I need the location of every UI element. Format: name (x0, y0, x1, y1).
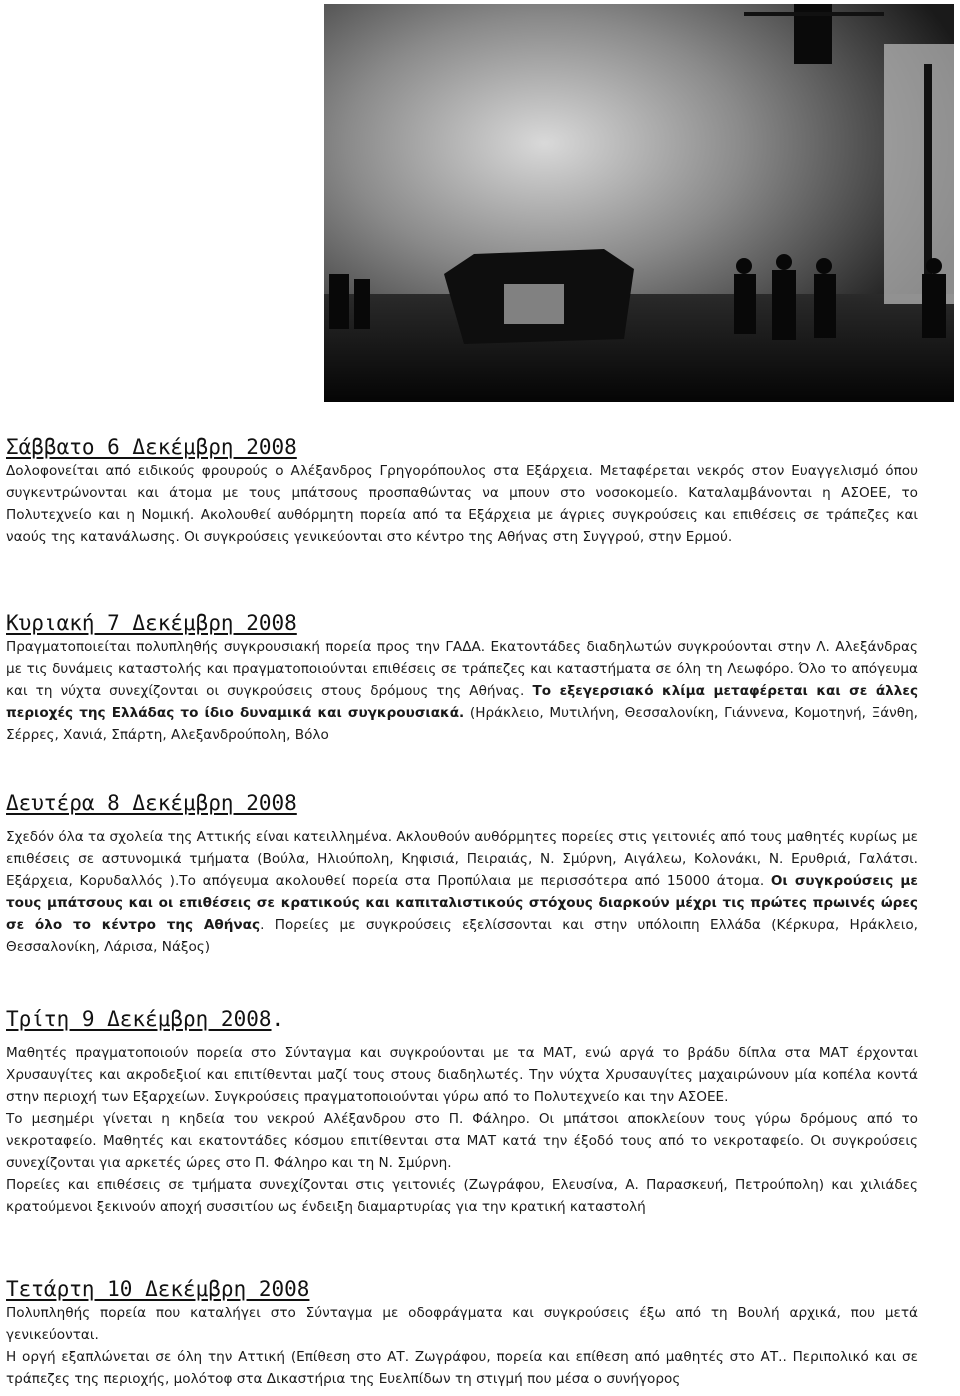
bold-text-run: Το εξεγερσιακό κλίμα μεταφέρεται και σε άλλες περιοχές της Ελλάδας το ίδιο δυναμικά και συγκρουσιακά. (6, 683, 919, 721)
section-body (6, 636, 918, 746)
text-run: Μαθητές πραγματοποιούν πορεία στο Σύνταγμα και συγκρούονται με τα ΜΑΤ, ενώ αργά το βράδυ δίπλα στα ΜΑΤ έρχονται Χρυσαυγίτες και ακροδεξιοί και επιτίθενται μαζί τους στους διαδηλωτές. Την νύχτα Χρυσαυγίτες μαχαιρώνουν μία κοπέλα κοντά στην περιοχή των Εξαρχείων. Συγκρούσεις πραγματοποιούνται γύρω από το Πολυτεχνείο και την ΑΣΟΕΕ. (6, 1045, 918, 1105)
riot-street-photo-icon (324, 4, 954, 402)
text-run: Το μεσημέρι γίνεται η κηδεία του νεκρού Αλέξανδρου στο Π. Φάληρο. Οι μπάτσοι αποκλείουν τους γύρω δρόμους από το νεκροταφείο. Μαθητές και εκατοντάδες κόσμου επιτίθενται στα ΜΑΤ κατά την έξοδό τους από το νεκροταφείο. Οι συγκρούσεις συνεχίζονται για αρκετές ώρες στο Π. Φάληρο και τη Ν. Σμύρνη. (6, 1111, 918, 1171)
text-run: Σχεδόν όλα τα σχολεία της Αττικής είναι κατειλλημένα. Ακλουθούν αυθόρμητες πορείες στις γειτονιές από τους μαθητές κυρίως με επιθέσεις σε αστυνομικά τμήματα (Βούλα, Ηλιούπολη, Κηφισιά, Πειραιάς, Ν. Σμύρνη, Αιγάλεω, Κολονάκι, Ν. Ερυθριά, Γαλάτσι. Εξάρχεια, Κορυδαλλός ).Το απόγευμα ακολουθεί πορεία στα Προπύλαια με περισσότερα από 15000 άτομα. (6, 829, 918, 889)
section-body (6, 826, 918, 958)
riot-photo (324, 4, 954, 402)
section-title: Τετάρτη 10 Δεκέμβρη 2008 (6, 1277, 310, 1301)
section-body (6, 1302, 918, 1346)
section-title-text: Τρίτη 9 Δεκέμβρη 2008 (6, 1007, 272, 1031)
text-run: Δολοφονείται από ειδικούς φρουρούς ο Αλέξανδρος Γρηγορόπουλος στα Εξάρχεια. Μεταφέρεται νεκρός στον Ευαγγελισμό όπου συγκεντρώνονται και άτομα με τους μπάτσους προσπαθώντας να μπουν στο νοσοκομείο. Καταλαμβάνονται η ΑΣΟΕΕ, το Πολυτεχνείο και η Νομική. Ακολουθεί αυθόρμητη πορεία από τα Εξάρχεια με άγριες συγκρούσεις και επιθέσεις σε τράπεζες και ναούς της κατανάλωσης. Οι συγκρούσεις γενικεύονται στο κέντρο της Αθήνας στη Συγγρού, στην Ερμού. (6, 463, 918, 545)
section-body (6, 1108, 918, 1174)
text-run: Πορείες και επιθέσεις σε τμήματα συνεχίζονται στις γειτονιές (Ζωγράφου, Ελευσίνα, Α. Παρασκευή, Πετρούπολη) και χιλιάδες κρατούμενοι ξεκινούν αποχή συσσιτίου ως ένδειξη διαμαρτυρίας για την κρατική καταστολή (6, 1177, 918, 1215)
text-run: Η οργή εξαπλώνεται σε όλη την Αττική (Επίθεση στο ΑΤ. Ζωγράφου, πορεία και επίθεση από μαθητές στο ΑΤ.. Περιπολικό και σε τράπεζες της περιοχής, μολότοφ στα Δικαστήρια της Ευελπίδων τη στιγμή που μέσα ο συνήγορος (6, 1349, 918, 1387)
section-body (6, 1346, 918, 1390)
text-run: . Πορείες με συγκρούσεις εξελίσσονται και στην υπόλοιπη Ελλάδα (Κέρκυρα, Ηράκλειο, Θεσσαλονίκη, Λάρισα, Νάξος) (6, 917, 918, 955)
section-dec6 (6, 434, 918, 548)
section-title: Κυριακή 7 Δεκέμβρη 2008 (6, 611, 297, 635)
section-body (6, 1174, 918, 1218)
bold-text-run: Οι συγκρούσεις με τους μπάτσους και οι επιθέσεις σε κρατικούς και καπιταλιστικούς στόχους διαρκούν μέχρι τις πρώτες πρωινές ώρες σε όλο το κέντρο της Αθήνας (6, 873, 918, 933)
text-run: Πολυπληθής πορεία που καταλήγει στο Σύνταγμα με οδοφράγματα και συγκρούσεις έξω από τη Βουλή αρχικά, που μετά γενικεύονται. (6, 1305, 918, 1343)
section-title-suffix: . (271, 1007, 285, 1031)
section-title (6, 1006, 918, 1032)
section-title: Δευτέρα 8 Δεκέμβρη 2008 (6, 791, 297, 815)
section-title: Σάββατο 6 Δεκέμβρη 2008 (6, 435, 297, 459)
section-body (6, 1042, 918, 1108)
text-run: Πραγματοποιείται πολυπληθής συγκρουσιακή πορεία προς την ΓΑΔΑ. Εκατοντάδες διαδηλωτών συγκρούονται στην Λ. Αλεξάνδρας με τις δυνάμεις καταστολής και πραγματοποιούνται επιθέσεις σε τράπεζες και καταστήματα σε όλη τη Λεωφόρο. Όλο το απόγευμα και τη νύχτα συνεχίζονται οι συγκρούσεις στους δρόμους της Αθήνας. (6, 639, 918, 699)
text-run: (Ηράκλειο, Μυτιλήνη, Θεσσαλονίκη, Γιάννενα, Κομοτηνή, Ξάνθη, Σέρρες, Χανιά, Σπάρτη, Αλεξανδρούπολη, Βόλο (6, 705, 919, 743)
section-dec8 (6, 790, 918, 958)
section-dec10 (6, 1276, 918, 1390)
section-dec7 (6, 610, 918, 746)
section-body (6, 460, 918, 548)
section-dec9 (6, 1006, 918, 1218)
